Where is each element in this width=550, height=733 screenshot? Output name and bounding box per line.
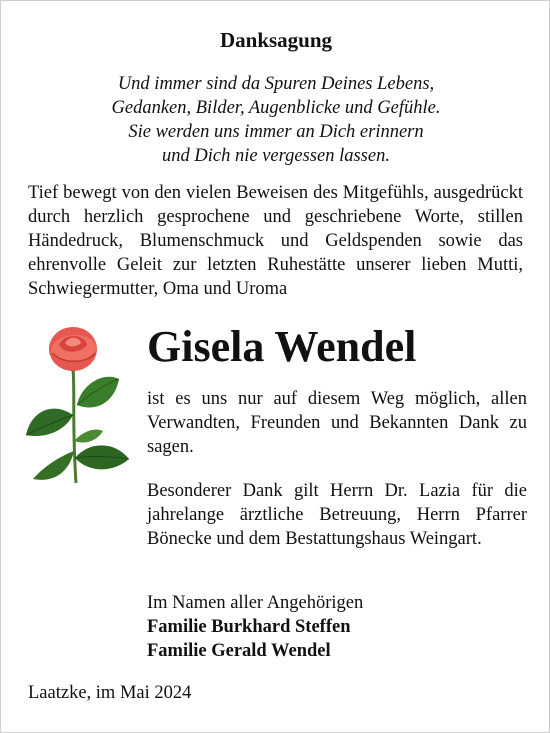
family-name: Familie Burkhard Steffen	[147, 617, 351, 637]
thanks-paragraph: ist es uns nur auf diesem Weg möglich, allen Verwandten, Freunden und Bekannten Dank zu sagen.	[147, 389, 527, 457]
poem-line: Gedanken, Bilder, Augenblicke und Gefühle.	[111, 98, 441, 118]
signature-block	[147, 591, 527, 663]
rose-icon	[23, 323, 135, 488]
special-thanks-paragraph: Besonderer Dank gilt Herrn Dr. Lazia für die jahrelange ärztliche Betreuung, Herrn Pfarrer Bönecke und dem Bestattungshaus Weingart.	[147, 481, 527, 549]
poem-line: und Dich nie vergessen lassen.	[162, 146, 390, 166]
deceased-name: Gisela Wendel	[147, 322, 417, 371]
poem-line: Sie werden uns immer an Dich erinnern	[128, 122, 424, 142]
poem	[1, 72, 550, 168]
family-name: Familie Gerald Wendel	[147, 641, 331, 661]
page-title: Danksagung	[219, 28, 333, 52]
place-date: Laatzke, im Mai 2024	[28, 683, 192, 703]
signature-intro: Im Namen aller Angehörigen	[147, 593, 364, 613]
poem-line: Und immer sind da Spuren Deines Lebens,	[117, 74, 435, 94]
intro-paragraph: Tief bewegt von den vielen Beweisen des Mitgefühls, ausgedrückt durch herzlich gesprochene und geschriebene Worte, stillen Händedruck, Blumenschmuck und Geldspenden sowie das ehrenvolle Geleit zur letzten Ruhestätte unserer lieben Mutti, Schwiegermutter, Oma und Uroma	[28, 183, 523, 299]
